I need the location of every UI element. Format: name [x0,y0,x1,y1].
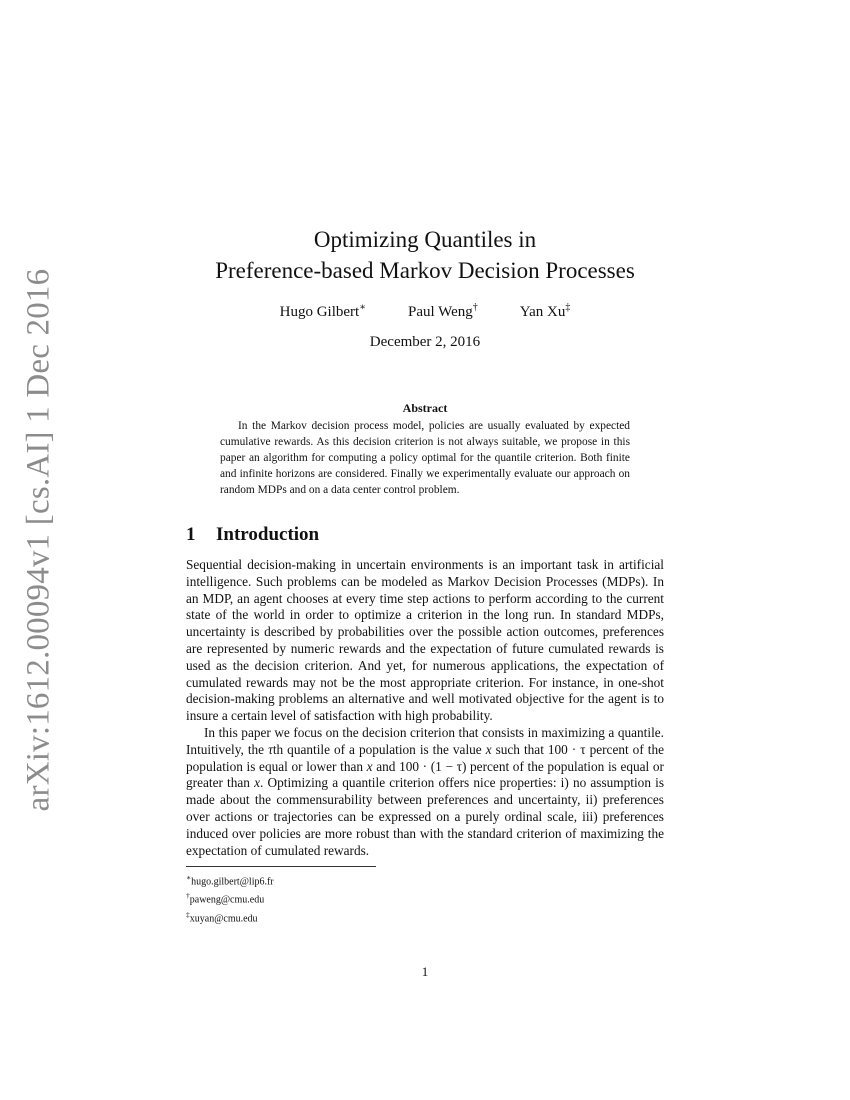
footnote: ‡xuyan@cmu.edu [186,909,258,924]
introduction-body [186,557,664,859]
abstract-text: In the Markov decision process model, policies are usually evaluated by expected cumulative rewards. As this decision criterion is not always suitable, we propose in this paper an algorithm for computing a policy optimal for the quantile criterion. Both finite and infinite horizons are considered. Finally we experimentally evaluate our approach on random MDPs and on a data center control problem. [220,420,630,496]
title-line-1: Optimizing Quantiles in [313,227,537,252]
section-title: Introduction [216,524,320,545]
paragraph: In this paper we focus on the decision criterion that consists in maximizing a quantile. Intuitively, the τth quantile of a population is the value x such that 100 · τ percent of the population is equal or lower than x and 100 · (1 − τ) percent of the population is equal or greater than x. Optimizing a quantile criterion offers nice properties: i) no assumption is made about the commensurability between preferences and uncertainty, ii) preferences over actions or trajectories can be expressed on a purely ordinal scale, iii) preferences induced over policies are more robust than with the standard criterion of maximizing the expectation of cumulated rewards. [186,724,664,858]
math-symbol: x [254,775,261,791]
math-symbol: x [485,741,492,757]
abstract-heading: Abstract [402,401,448,415]
paper-title [186,224,664,286]
footnote-email: paweng@cmu.edu [189,894,265,906]
paragraph: Sequential decision-making in uncertain environments is an important task in artificial intelligence. Such problems can be modeled as Markov Decision Processes (MDPs). In an MDP, an agent chooses at every time step actions to perform according to the current state of the world in order to optimize a criterion in the long run. In standard MDPs, uncertainty is described by probabilities over the possible action outcomes, preferences are represented by numeric rewards and the expectation of future cumulated rewards is used as the decision criterion. And yet, for numerous applications, the expectation of cumulated rewards may not be the most appropriate criterion. For instance, in one-shot decision-making problems an alternative and well motivated objective for the agent is to insure a certain level of satisfaction with high probability. [186,557,664,724]
paper-date: December 2, 2016 [369,334,481,350]
arxiv-identifier-stamp: arXiv:1612.00094v1 [cs.AI] 1 Dec 2016 [20,268,57,812]
footnote-email: hugo.gilbert@lip6.fr [191,876,274,888]
math-expression: 100 · (1 − τ) [399,758,467,774]
author: Hugo Gilbert∗ [279,302,367,320]
footnote-mark: ‡ [565,302,571,313]
page-number: 1 [421,964,429,979]
footnote-email: xuyan@cmu.edu [189,912,258,924]
section-number: 1 [186,524,196,545]
footnote-divider [186,866,376,867]
author: Paul Weng† [408,302,478,320]
footnote-mark: † [472,302,478,313]
math-symbol: τ [268,741,273,757]
title-line-2: Preference-based Markov Decision Processes [215,258,635,283]
math-symbol: x [366,758,373,774]
math-expression: 100 · τ [547,741,586,757]
footnote-mark: ∗ [359,302,367,313]
author-list [186,302,664,321]
section-heading [186,524,319,546]
footnotes [186,871,274,926]
footnote: ∗hugo.gilbert@lip6.fr [186,873,274,888]
author: Yan Xu‡ [519,302,571,320]
footnote: †paweng@cmu.edu [186,891,265,906]
